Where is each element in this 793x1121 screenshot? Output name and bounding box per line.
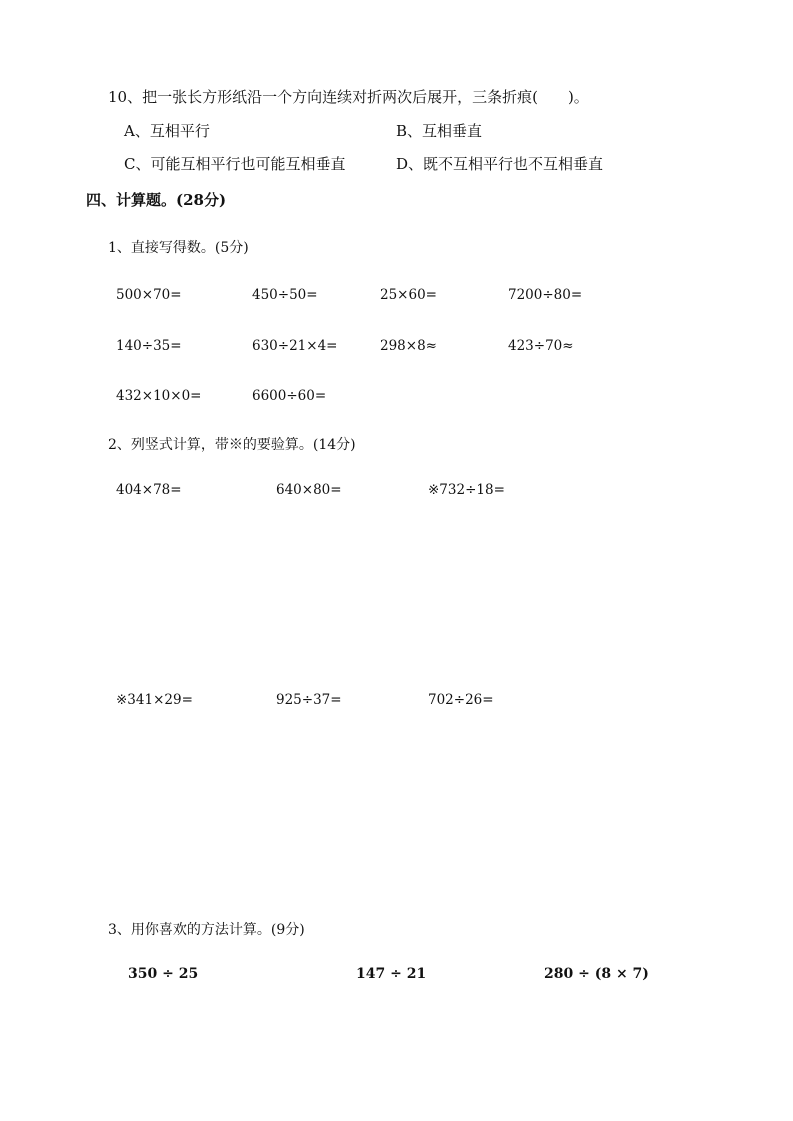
expr-2-5: 925÷37= xyxy=(276,692,342,708)
part-2-title: 2、列竖式计算，带※的要验算。(14分) xyxy=(108,437,356,453)
expr-1-5: 140÷35= xyxy=(116,338,182,354)
option-d: D、既不互相平行也不互相垂直 xyxy=(396,155,604,173)
expr-1-8: 423÷70≈ xyxy=(508,338,574,354)
option-c: C、可能互相平行也可能互相垂直 xyxy=(124,155,346,173)
option-b: B、互相垂直 xyxy=(396,122,483,140)
expr-3-1: 350 ÷ 25 xyxy=(128,966,199,982)
expr-2-1: 404×78= xyxy=(116,482,182,498)
expr-1-1: 500×70= xyxy=(116,287,182,303)
part-3-title: 3、用你喜欢的方法计算。(9分) xyxy=(108,922,305,938)
expr-1-3: 25×60= xyxy=(380,287,437,303)
expr-2-4: ※341×29= xyxy=(116,692,193,708)
question-10-text: 10、把一张长方形纸沿一个方向连续对折两次后展开，三条折痕( )。 xyxy=(108,88,589,106)
expr-1-6: 630÷21×4= xyxy=(252,338,338,354)
expr-2-3: ※732÷18= xyxy=(428,482,505,498)
part-1-title: 1、直接写得数。(5分) xyxy=(108,240,249,256)
expr-3-2: 147 ÷ 21 xyxy=(356,966,427,982)
option-a: A、互相平行 xyxy=(124,122,210,140)
expr-1-2: 450÷50= xyxy=(252,287,318,303)
expr-1-4: 7200÷80= xyxy=(508,287,583,303)
expr-1-9: 432×10×0= xyxy=(116,388,202,404)
expr-1-7: 298×8≈ xyxy=(380,338,437,354)
expr-1-10: 6600÷60= xyxy=(252,388,327,404)
expr-2-6: 702÷26= xyxy=(428,692,494,708)
section-4-heading: 四、计算题。(28分) xyxy=(86,191,227,209)
expr-2-2: 640×80= xyxy=(276,482,342,498)
expr-3-3: 280 ÷ (8 × 7) xyxy=(544,966,649,982)
